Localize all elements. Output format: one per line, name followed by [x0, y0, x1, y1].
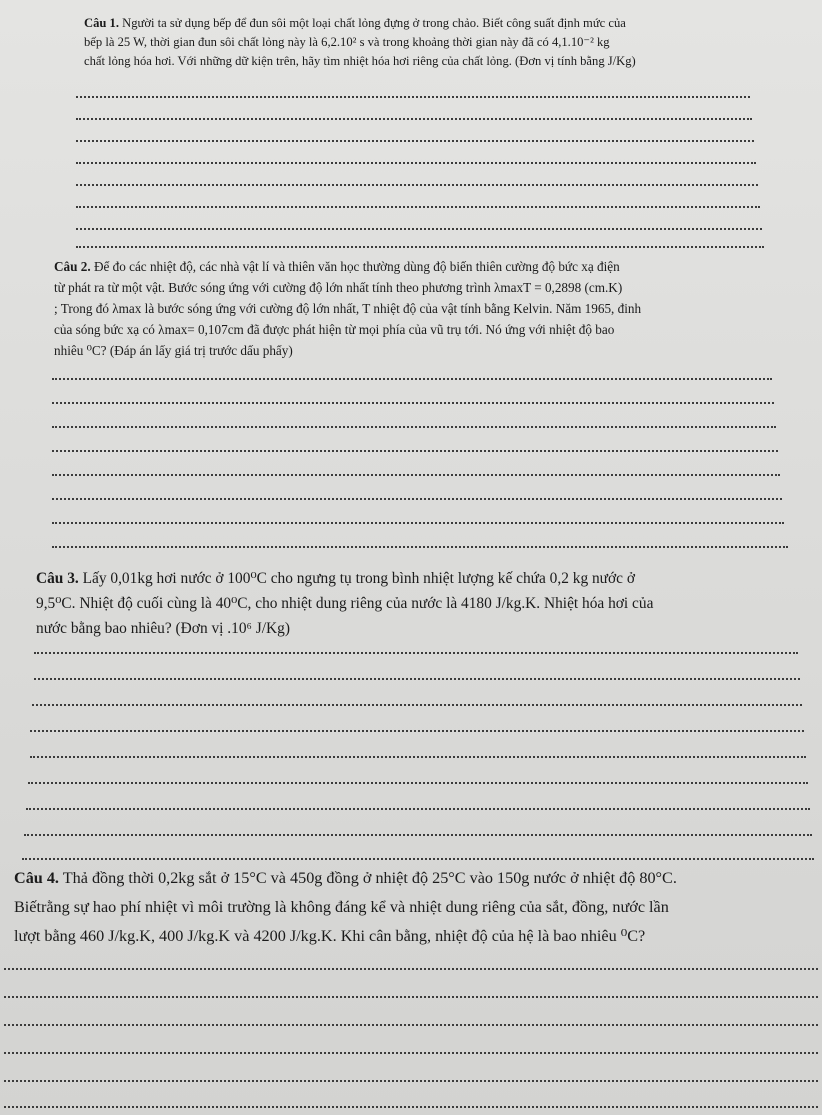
answer-line: [76, 162, 756, 164]
answer-line: [28, 782, 808, 784]
question-1-line-2: bếp là 25 W, thời gian đun sôi chất lỏng này là 6,2.10² s và trong khoảng thời gian này đã có 4,1.10⁻² kg: [84, 35, 610, 49]
answer-line: [4, 968, 818, 970]
answer-line: [76, 118, 752, 120]
question-3: [36, 566, 653, 641]
question-4-line-2: Biếtrằng sự hao phí nhiệt vì môi trường là không đáng kể và nhiệt dung riêng của sắt, đồng, nước lần: [14, 898, 669, 916]
answer-line: [52, 402, 774, 404]
answer-line: [76, 246, 764, 248]
question-4: [14, 864, 677, 951]
question-4-label: Câu 4.: [14, 869, 59, 887]
question-1-line-3: chất lỏng hóa hơi. Với những dữ kiện trên, hãy tìm nhiệt hóa hơi riêng của chất lỏng. (Đơn vị tính bằng J/Kg): [84, 54, 636, 68]
question-3-line-3: nước bằng bao nhiêu? (Đơn vị .10⁶ J/Kg): [36, 620, 290, 637]
answer-line: [22, 858, 814, 860]
question-3-line-2: 9,5⁰C. Nhiệt độ cuối cùng là 40⁰C, cho nhiệt dung riêng của nước là 4180 J/kg.K. Nhiệt hóa hơi của: [36, 595, 654, 612]
answer-line: [76, 206, 760, 208]
answer-line: [32, 704, 802, 706]
answer-line: [76, 96, 750, 98]
answer-line: [34, 678, 800, 680]
answer-line: [52, 522, 784, 524]
answer-line: [52, 498, 782, 500]
answer-line: [52, 546, 788, 548]
question-3-line-1: Lấy 0,01kg hơi nước ở 100⁰C cho ngưng tụ trong bình nhiệt lượng kế chứa 0,2 kg nước ở: [78, 570, 635, 587]
answer-line: [76, 184, 758, 186]
question-4-line-1: Thả đồng thời 0,2kg sắt ở 15°C và 450g đồng ở nhiệt độ 25°C vào 150g nước ở nhiệt độ 80°C.: [58, 869, 677, 887]
answer-line: [30, 756, 806, 758]
question-2-line-2: từ phát ra từ một vật. Bước sóng ứng với cường độ lớn nhất tính theo phương trình λmaxT = 0,2898 (cm.K): [54, 280, 623, 295]
answer-line: [34, 652, 798, 654]
answer-line: [4, 996, 818, 998]
question-2-line-5: nhiêu ⁰C? (Đáp án lấy giá trị trước dấu phẩy): [54, 343, 293, 358]
answer-line: [4, 1106, 818, 1108]
question-2-line-1: Để đo các nhiệt độ, các nhà vật lí và thiên văn học thường dùng độ biến thiên cường độ bức xạ điện: [90, 259, 620, 274]
answer-line: [4, 1052, 818, 1054]
question-4-line-3: lượt bằng 460 J/kg.K, 400 J/kg.K và 4200 J/kg.K. Khi cân bằng, nhiệt độ của hệ là bao nhiêu ⁰C?: [14, 927, 646, 945]
answer-line: [30, 730, 804, 732]
question-2-label: Câu 2.: [54, 259, 91, 274]
answer-line: [52, 426, 776, 428]
question-3-label: Câu 3.: [36, 570, 79, 587]
answer-line: [76, 228, 762, 230]
answer-line: [4, 1080, 818, 1082]
question-1-line-1: Người ta sử dụng bếp để đun sôi một loại chất lỏng đựng ở trong chảo. Biết công suất định mức của: [119, 16, 626, 30]
question-2-line-3: ; Trong đó λmax là bước sóng ứng với cường độ lớn nhất, T nhiệt độ của vật tính bằng Kelvin. Năm 1965, đinh: [54, 301, 642, 316]
answer-line: [52, 450, 778, 452]
answer-line: [52, 378, 772, 380]
answer-line: [4, 1024, 818, 1026]
answer-line: [52, 474, 780, 476]
answer-line: [24, 834, 812, 836]
question-1: [84, 14, 636, 71]
question-2: [54, 256, 641, 361]
question-1-label: Câu 1.: [84, 16, 119, 30]
answer-line: [76, 140, 754, 142]
question-2-line-4: của sóng bức xạ có λmax= 0,107cm đã được phát hiện từ mọi phía của vũ trụ tới. Nó ứng với nhiệt độ bao: [54, 322, 615, 337]
answer-line: [26, 808, 810, 810]
